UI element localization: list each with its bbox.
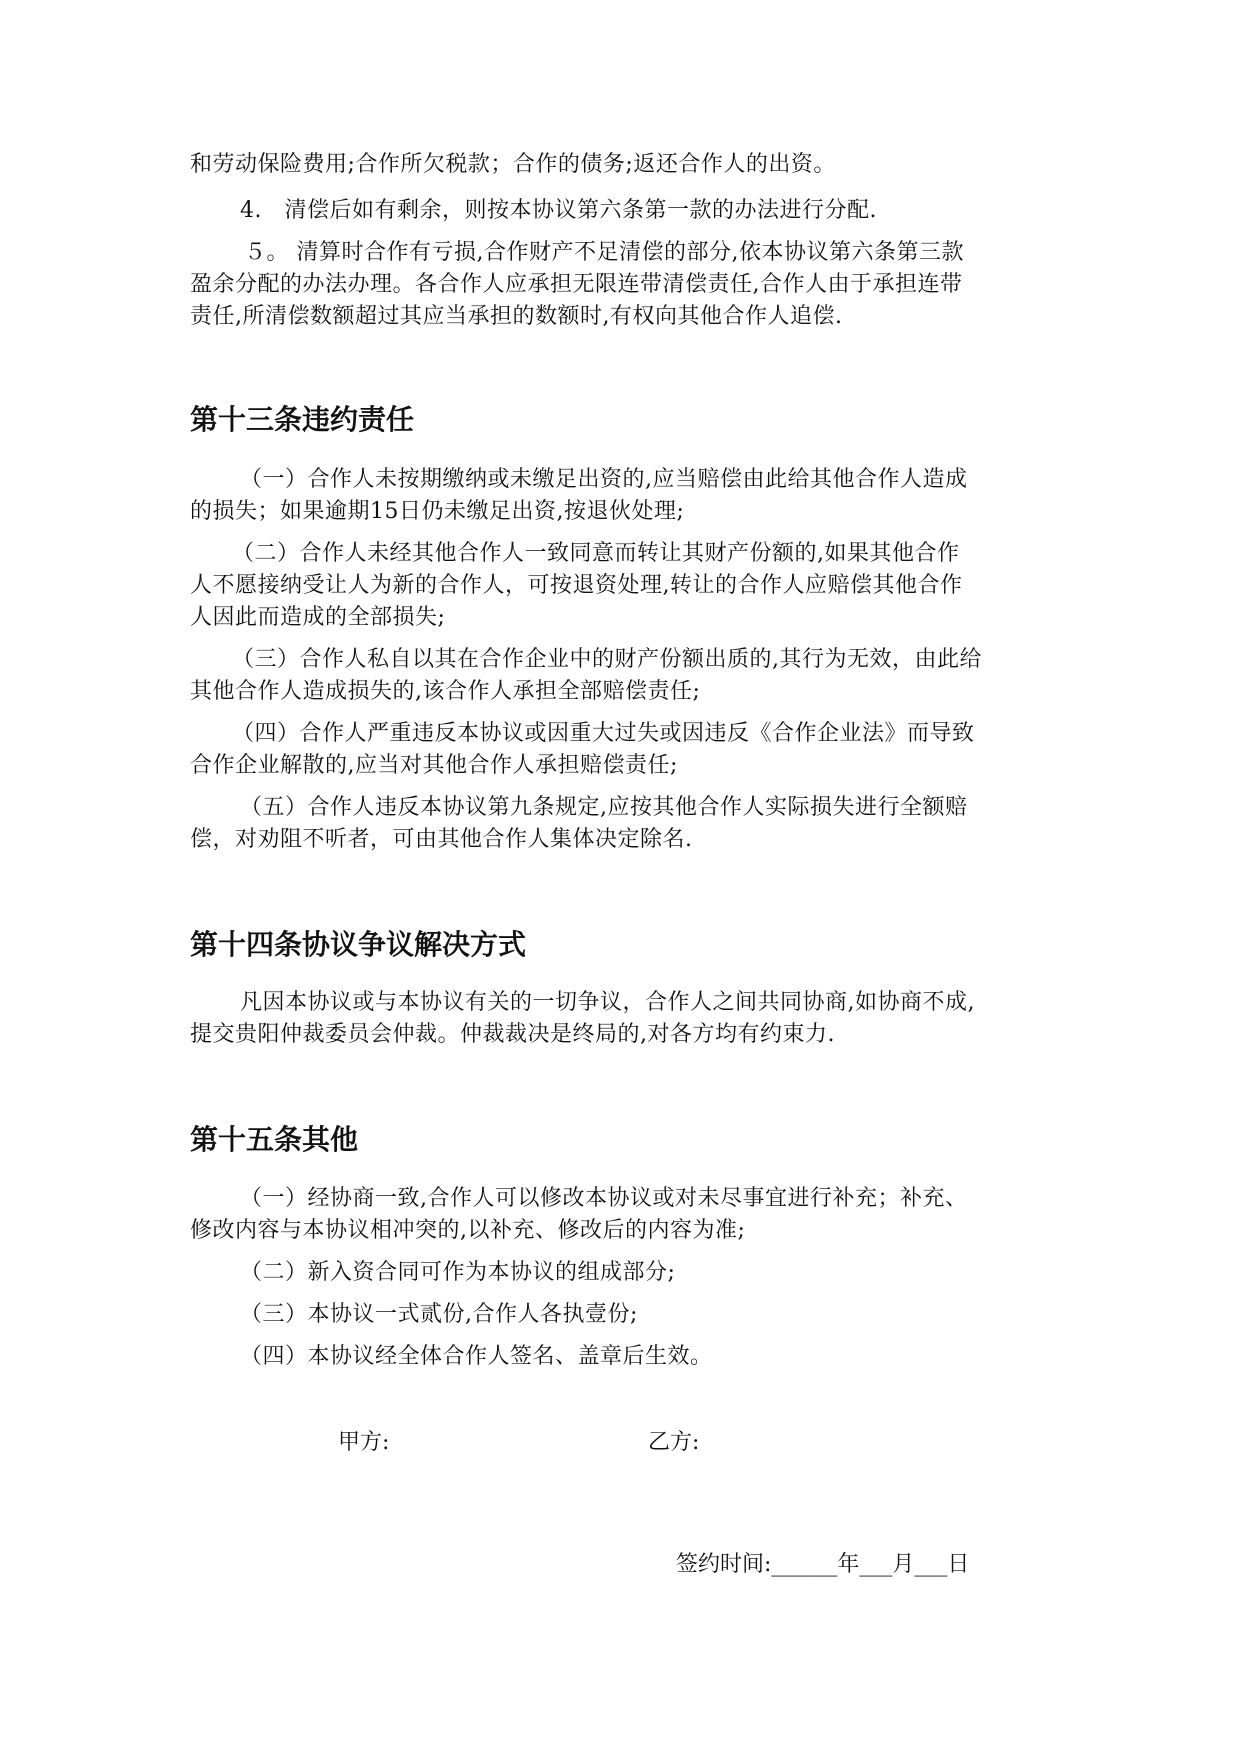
paragraph-line: 修改内容与本协议相冲突的,以补充、修改后的内容为准; xyxy=(190,1218,746,1243)
paragraph-line: 4. 清偿后如有剩余，则按本协议第六条第一款的办法进行分配. xyxy=(240,198,877,223)
paragraph-line: 人不愿接纳受让人为新的合作人，可按退资处理,转让的合作人应赔偿其他合作 xyxy=(190,573,963,598)
paragraph-line: （三）本协议一式贰份,合作人各执壹份; xyxy=(240,1302,638,1327)
paragraph-line: （一）合作人未按期缴纳或未缴足出资的,应当赔偿由此给其他合作人造成 xyxy=(240,467,968,492)
section-heading: 第十五条其他 xyxy=(190,1123,359,1156)
paragraph-line: 凡因本协议或与本协议有关的一切争议，合作人之间共同协商,如协商不成, xyxy=(240,990,975,1015)
paragraph-line: （四）合作人严重违反本协议或因重大过失或因违反《合作企业法》而导致 xyxy=(232,721,975,746)
paragraph-line: （三）合作人私自以其在合作企业中的财产份额出质的,其行为无效，由此给 xyxy=(232,647,982,672)
signing-date-line: 签约时间:______年___月___日 xyxy=(676,1552,970,1577)
paragraph-line: 其他合作人造成损失的,该合作人承担全部赔偿责任; xyxy=(190,679,701,704)
party-b-label: 乙方: xyxy=(648,1430,700,1455)
paragraph-line: 盈余分配的办法办理。各合作人应承担无限连带清偿责任,合作人由于承担连带 xyxy=(190,272,963,297)
paragraph-line: （二）新入资合同可作为本协议的组成部分; xyxy=(240,1260,676,1285)
paragraph-line: 人因此而造成的全部损失; xyxy=(190,605,446,630)
paragraph-line: 的损失；如果逾期15日仍未缴足出资,按退伙处理; xyxy=(190,499,685,524)
paragraph-line: ５。 清算时合作有亏损,合作财产不足清偿的部分,依本协议第六条第三款 xyxy=(244,240,964,265)
section-heading: 第十四条协议争议解决方式 xyxy=(190,928,527,961)
paragraph-line: 责任,所清偿数额超过其应当承担的数额时,有权向其他合作人追偿. xyxy=(190,304,843,329)
paragraph-line: 提交贵阳仲裁委员会仲裁。仲裁裁决是终局的,对各方均有约束力. xyxy=(190,1022,835,1047)
paragraph-line: （二）合作人未经其他合作人一致同意而转让其财产份额的,如果其他合作 xyxy=(232,541,960,566)
paragraph-line: 和劳动保险费用;合作所欠税款；合作的债务;返还合作人的出资。 xyxy=(190,152,836,177)
section-heading: 第十三条违约责任 xyxy=(190,403,415,436)
paragraph-line: 偿，对劝阻不听者，可由其他合作人集体决定除名. xyxy=(190,827,693,852)
paragraph-line: （四）本协议经全体合作人签名、盖章后生效。 xyxy=(240,1344,713,1369)
paragraph-line: （一）经协商一致,合作人可以修改本协议或对未尽事宜进行补充；补充、 xyxy=(240,1186,968,1211)
paragraph-line: 合作企业解散的,应当对其他合作人承担赔偿责任; xyxy=(190,753,678,778)
party-a-label: 甲方: xyxy=(338,1430,390,1455)
paragraph-line: （五）合作人违反本协议第九条规定,应按其他合作人实际损失进行全额赔 xyxy=(240,795,968,820)
